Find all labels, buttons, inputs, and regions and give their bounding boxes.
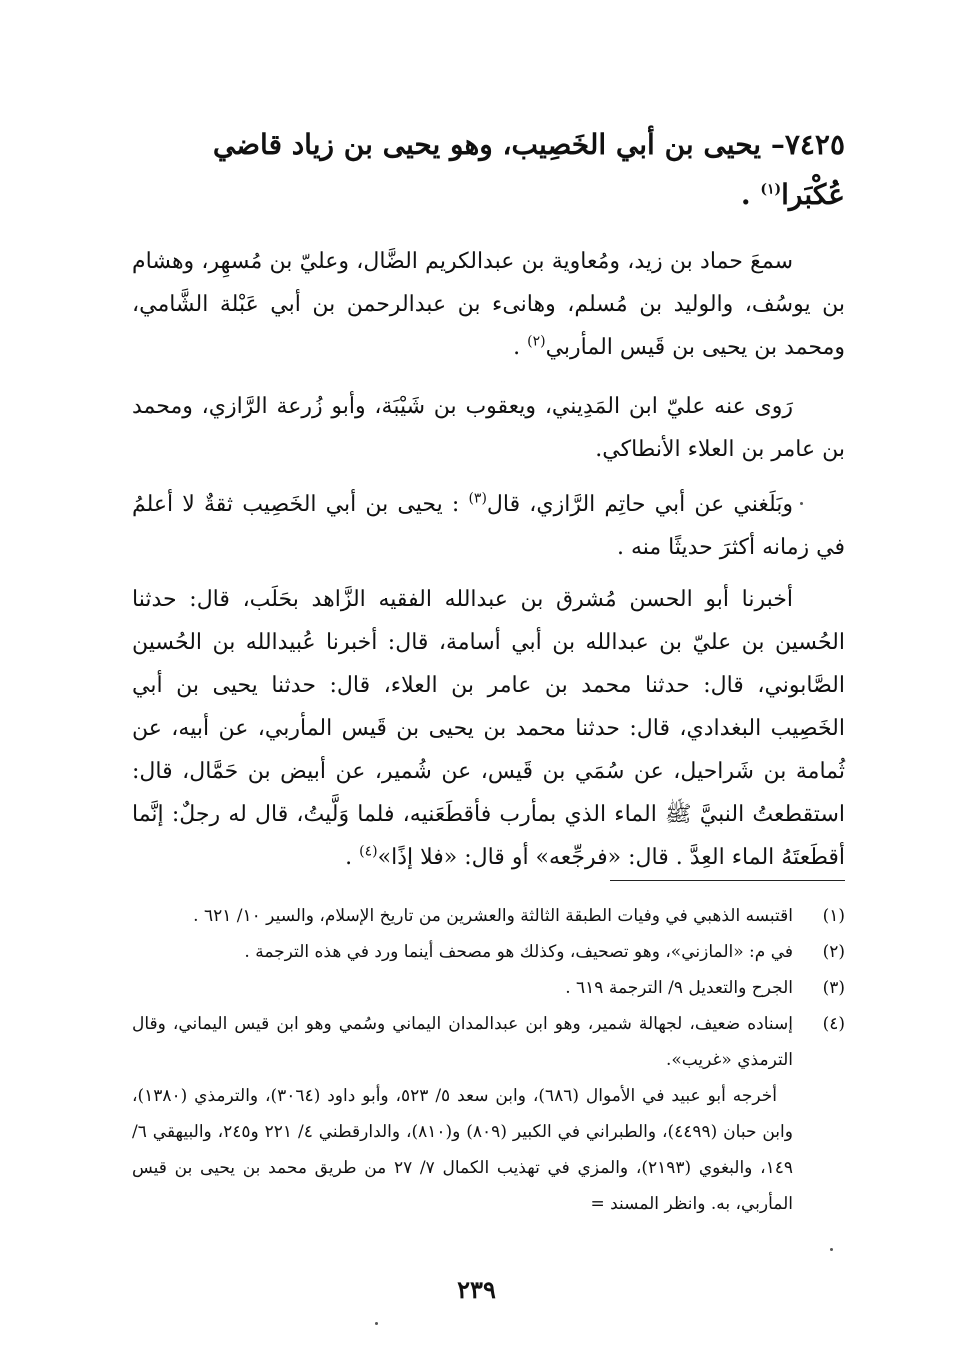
page-number: ٢٣٩ [457, 1275, 496, 1304]
paragraph-assessment-text-a: وبَلَغني عن أبي حاتِم الرَّازي، قال [486, 492, 793, 517]
footnote-4-continuation: أخرجه أبو عبيد في الأموال (٦٨٦)، وابن سعد ٥/ ٥٢٣، وأبو داود (٣٠٦٤)، والترمذي (١٣٨٠)، وابن حبان (٤٤٩٩)، والطبراني في الكبير (٨٠٩) و(٨١٠)، والدارقطني ٤/ ٢٢١ و٢٤٥، والبيهقي ٦/ ١٤٩، والبغوي (٢١٩٣)، والمزي في تهذيب الكمال ٧/ ٢٧ من طريق محمد بن يحيى بن قيس المأربي، به. وانظر المسند = [132, 1086, 793, 1214]
footnote-ref-2: (٢) [527, 333, 546, 350]
footnote-text: إسناده ضعيف، لجهالة شمير، وهو ابن عبدالمدان اليماني وسُمي وهو ابن قيس اليماني، وقال الترمذي «غريب». [132, 1014, 793, 1070]
paragraph-students-text: رَوى عنه عليّ ابن المَدِيني، ويعقوب بن شَيْبَة، وأبو زُرعة الرَّازي، ومحمد بن عامر بن العلاء الأنطاكي. [132, 394, 845, 462]
footnote-ref-1: (١) [760, 181, 782, 198]
footnote-number: (٤) [822, 1014, 845, 1034]
footnote-ref-3: (٣) [468, 490, 487, 507]
scan-speck [800, 502, 803, 505]
paragraph-teachers-end: . [513, 335, 528, 360]
scan-speck [375, 1322, 378, 1325]
paragraph-teachers [132, 240, 845, 369]
footnote-number: (٣) [822, 978, 845, 998]
entry-heading-place: عُكْبَرا [781, 178, 845, 211]
footnote-text: الجرح والتعديل ٩/ الترجمة ٦١٩ . [565, 978, 793, 998]
paragraph-assessment-text-b: : يحيى بن أبي الخَصِيب ثقةٌ لا أعلمُ في زمانه أكثرَ حديثًا منه . [132, 492, 845, 560]
paragraph-students [132, 385, 845, 471]
footnote-1 [132, 898, 845, 934]
entry-heading-line-2 [132, 170, 845, 220]
footnote-text: اقتبسه الذهبي في وفيات الطبقة الثالثة والعشرين من تاريخ الإسلام، والسير ١٠/ ٦٢١ . [193, 906, 793, 926]
footnote-text: في م: «المازني»، وهو تصحيف، وكذلك هو مصحف أينما ورد في هذه الترجمة . [244, 942, 793, 962]
paragraph-assessment [132, 483, 845, 569]
paragraph-hadith [132, 578, 845, 879]
footnotes [132, 898, 845, 1222]
footnote-3 [132, 970, 845, 1006]
footnote-ref-4: (٤) [359, 843, 378, 860]
footnote-number: (١) [822, 906, 845, 926]
footnote-number: (٢) [822, 942, 845, 962]
footnote-divider [610, 880, 845, 881]
footnote-2 [132, 934, 845, 970]
entry-heading-end: . [740, 178, 761, 211]
footnote-4 [132, 1006, 845, 1078]
scan-speck [830, 1248, 833, 1251]
paragraph-hadith-text: أخبرنا أبو الحسن مُشرق بن عبدالله الفقيه الزَّاهد بحَلَب، قال: حدثنا الحُسين بن عليّ بن عبدالله بن أبي أسامة، قال: أخبرنا عُبيدالله بن الحُسين الصَّابوني، قال: حدثنا محمد بن عامر بن العلاء، قال: حدثنا يحيى بن أبي الخَصِيب البغدادي، قال: حدثنا محمد بن يحيى بن قَيس المأربي، عن أبيه، عن ثُمامة بن شَراحيل، عن سُمَي بن قَيس، عن شُمير، عن أبيض بن حَمَّال، قال: استقطعتُ النبيَّ ﷺ الماء الذي بمأرب فأقطَعَنيه، فلما وَلَّيتُ، قال له رجلٌ: إنَّما أقطَعتَهُ الماء العِدَّ . قال: «فرجِّعه» أو قال: «فلا إذًا» [132, 587, 845, 870]
paragraph-hadith-end: . [345, 845, 360, 870]
paragraph-teachers-text: سمعَ حماد بن زيد، ومُعاوية بن عبدالكريم الضَّال، وعليّ بن مُسهِر، وهشام بن يوسُف، والوليد بن مُسلم، وهانىء بن عبدالرحمن بن أبي عَبْلة الشَّامي، ومحمد بن يحيى بن قَيس المأربي [132, 249, 845, 360]
entry-heading [132, 120, 845, 220]
entry-heading-line-1: ٧٤٢٥– يحيى بن أبي الخَصِيب، وهو يحيى بن زياد قاضي [212, 128, 845, 161]
